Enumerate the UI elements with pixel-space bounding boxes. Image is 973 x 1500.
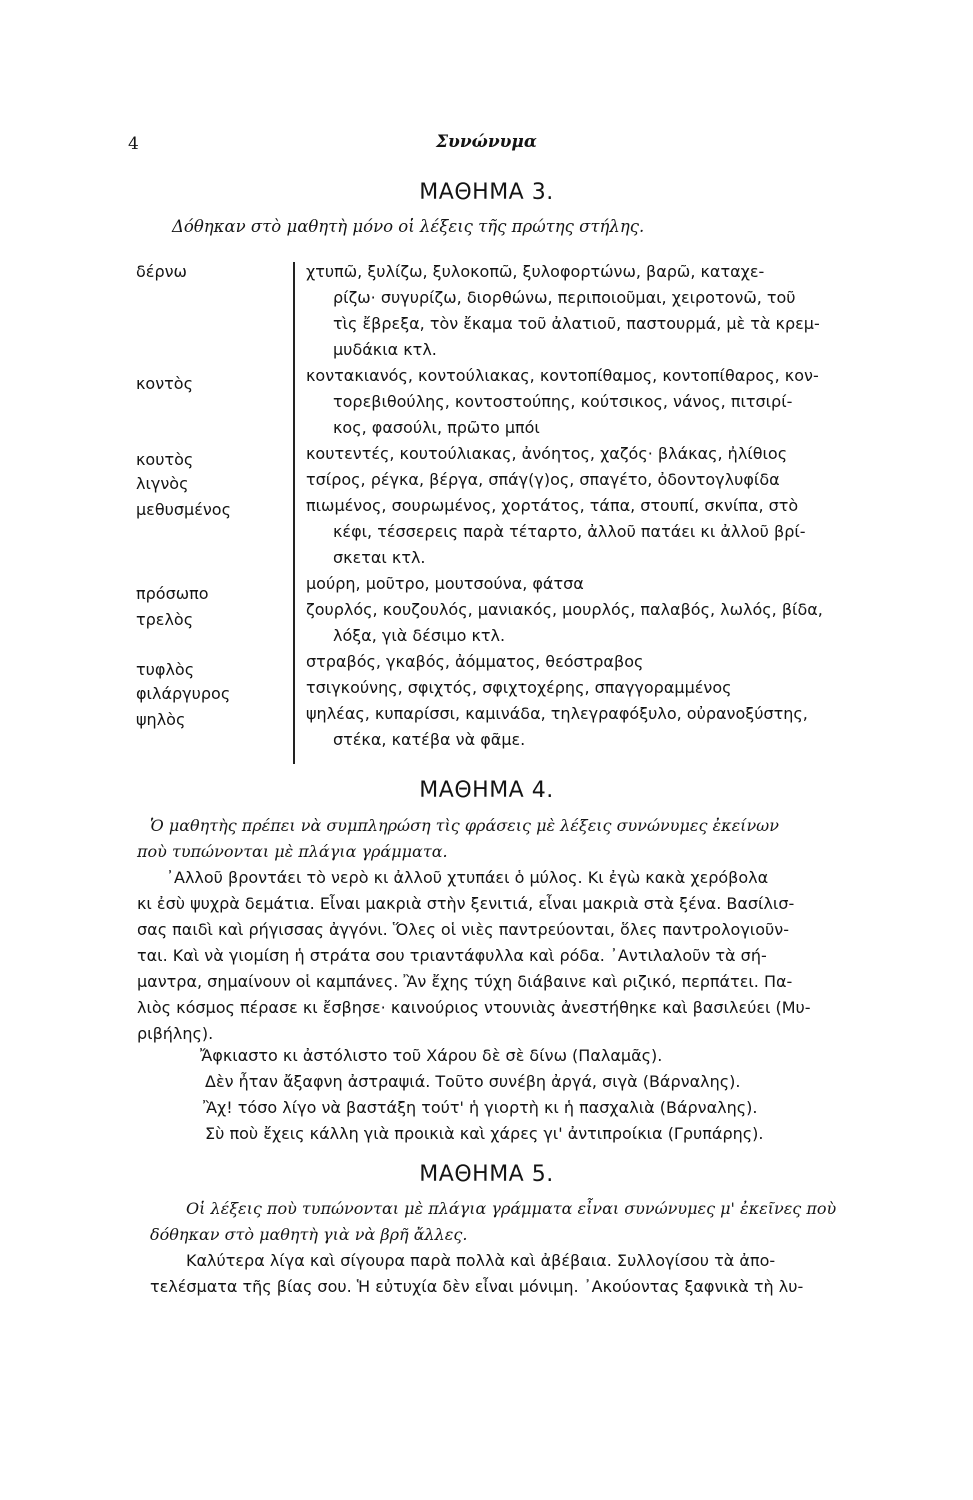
lesson4-text-line: σας παιδὶ καὶ ρήγισσας ἀγγόνι. Ὅλες οἱ νιὲς παντρεύονται, ὅλες παντρολογιοῦν- <box>137 920 789 939</box>
lesson5-text-line: τελέσματα τῆς βίας σου. Ἡ εὐτυχία δὲν εἶναι μόνιμη. ᾿Ακούοντας ξαφνικὰ τὴ λυ- <box>150 1277 804 1296</box>
lesson4-instruction-line: Ὁ μαθητὴς πρέπει νὰ συμπληρώση τὶς φράσεις μὲ λέξεις συνώνυμες ἐκείνων <box>150 816 779 835</box>
entry-line: στραβός, γκαβός, ἀόμματος, θεόστραβος <box>306 652 644 671</box>
term: κοντὸς <box>136 374 193 393</box>
entry-line: τὶς ἔβρεξα, τὸν ἔκαμα τοῦ ἀλατιοῦ, παστουρμά, μὲ τὰ κρεμ- <box>333 314 820 333</box>
term: τυφλὸς <box>136 660 195 679</box>
entry-line: τορεβιθούλης, κοντοστούπης, κούτσικος, νάνος, πιτσιρί- <box>333 392 793 411</box>
term: μεθυσμένος <box>136 500 231 519</box>
lesson4-text-line: μαντρα, σημαίνουν οἱ καμπάνες. Ἂν ἔχης τύχη διάβαινε καὶ ριζικό, περπάτει. Πα- <box>137 972 793 991</box>
entry-line: σκεται κτλ. <box>333 548 426 567</box>
entry-line: κοντακιανός, κοντούλιακας, κοντοπίθαμος, κοντοπίθαρος, κον- <box>306 366 819 385</box>
term: δέρνω <box>136 262 187 281</box>
running-title: Συνώνυμα <box>436 132 537 152</box>
entry-line: τσιγκούνης, σφιχτός, σφιχτοχέρης, σπαγγοραμμένος <box>306 678 732 697</box>
column-rule <box>293 262 295 764</box>
entry-line: κέφι, τέσσερεις παρὰ τέταρτο, ἀλλοῦ πατάει κι ἀλλοῦ βρί- <box>333 522 806 541</box>
entry-line: ψηλέας, κυπαρίσσι, καμινάδα, τηλεγραφόξυλο, οὐρανοξύστης, <box>306 704 808 723</box>
lesson5-instruction-line: δόθηκαν στὸ μαθητὴ γιὰ νὰ βρῆ ἄλλες. <box>150 1225 468 1244</box>
lesson4-text-line: λιὸς κόσμος πέρασε κι ἔσβησε· καινούριος ντουνιὰς ἀνεστήθηκε καὶ βασιλεύει (Μυ- <box>137 998 811 1017</box>
term: φιλάργυρος <box>136 684 231 703</box>
lesson4-quote: Σὺ ποὺ ἔχεις κάλλη γιὰ προικιὰ καὶ χάρες γι' ἀντιπροίκια (Γρυπάρης). <box>205 1124 764 1143</box>
lesson3-subtitle: Δόθηκαν στὸ μαθητὴ μόνο οἱ λέξεις τῆς πρώτης στήλης. <box>172 217 645 236</box>
entry-line: πιωμένος, σουρωμένος, χορτάτος, τάπα, στουπί, σκνίπα, στὸ <box>306 496 799 515</box>
entry-line: κος, φασούλι, πρῶτο μπόι <box>333 418 540 437</box>
entry-line: λόξα, γιὰ δέσιμο κτλ. <box>333 626 506 645</box>
entry-line: τσίρος, ρέγκα, βέργα, σπάγ(γ)ος, σπαγέτο, ὀδοντογλυφίδα <box>306 470 780 489</box>
entry-line: ρίζω· συγυρίζω, διορθώνω, περιποιοῦμαι, χειροτονῶ, τοῦ <box>333 288 796 307</box>
entry-line: χτυπῶ, ξυλίζω, ξυλοκοπῶ, ξυλοφορτώνω, βαρῶ, καταχε- <box>306 262 765 281</box>
lesson4-quote: Ἂχ! τόσο λίγο νὰ βαστάξη τούτ' ἡ γιορτὴ κι ἡ πασχαλιὰ (Βάρναλης). <box>203 1098 758 1117</box>
entry-line: στέκα, κατέβα νὰ φᾶμε. <box>333 730 526 749</box>
lesson4-quote: Δὲν ἦταν ἄξαφνη ἀστραψιά. Τοῦτο συνέβη ἀργά, σιγὰ (Βάρναλης). <box>205 1072 741 1091</box>
term: λιγνὸς <box>136 474 189 493</box>
entry-line: ζουρλός, κουζουλός, μανιακός, μουρλός, παλαβός, λωλός, βίδα, <box>306 600 823 619</box>
lesson3-title: ΜΑΘΗΜΑ 3. <box>419 180 554 205</box>
term: κουτὸς <box>136 450 194 469</box>
lesson4-text-line: ται. Καὶ νὰ γιομίση ἡ στράτα σου τριαντάφυλλα καὶ ρόδα. ᾿Αντιλαλοῦν τὰ σή- <box>137 946 767 965</box>
lesson4-instruction-line: ποὺ τυπώνονται μὲ πλάγια γράμματα. <box>137 842 448 861</box>
term: τρελὸς <box>136 610 194 629</box>
lesson4-text-line: ριβήλης). <box>137 1024 214 1043</box>
page-number: 4 <box>128 134 139 154</box>
entry-line: μούρη, μοῦτρο, μουτσούνα, φάτσα <box>306 574 584 593</box>
lesson4-title: ΜΑΘΗΜΑ 4. <box>419 778 554 803</box>
lesson4-text-line: ᾿Αλλοῦ βροντάει τὸ νερὸ κι ἀλλοῦ χτυπάει ὁ μύλος. Κι ἐγὼ κακὰ χερόβολα <box>166 868 769 887</box>
entry-line: κουτεντές, κουτούλιακας, ἀνόητος, χαζός· βλάκας, ἠλίθιος <box>306 444 788 463</box>
lesson5-text-line: Καλύτερα λίγα καὶ σίγουρα παρὰ πολλὰ καὶ ἀβέβαια. Συλλογίσου τὰ ἀπο- <box>186 1251 776 1270</box>
lesson5-title: ΜΑΘΗΜΑ 5. <box>419 1162 554 1187</box>
entry-line: μυδάκια κτλ. <box>333 340 437 359</box>
term: πρόσωπο <box>136 584 209 603</box>
lesson5-instruction-line: Οἱ λέξεις ποὺ τυπώνονται μὲ πλάγια γράμματα εἶναι συνώνυμες μ' ἐκεῖνες ποὺ <box>186 1199 837 1218</box>
lesson4-quote: Ἄφκιαστο κι ἀστόλιστο τοῦ Χάρου δὲ σὲ δίνω (Παλαμᾶς). <box>200 1046 663 1065</box>
lesson4-text-line: κι ἐσὺ ψυχρὰ δεμάτια. Εἶναι μακριὰ στὴν ξενιτιά, εἶναι μακριὰ στὰ ξένα. Βασίλισ- <box>137 894 795 913</box>
term: ψηλὸς <box>136 710 186 729</box>
